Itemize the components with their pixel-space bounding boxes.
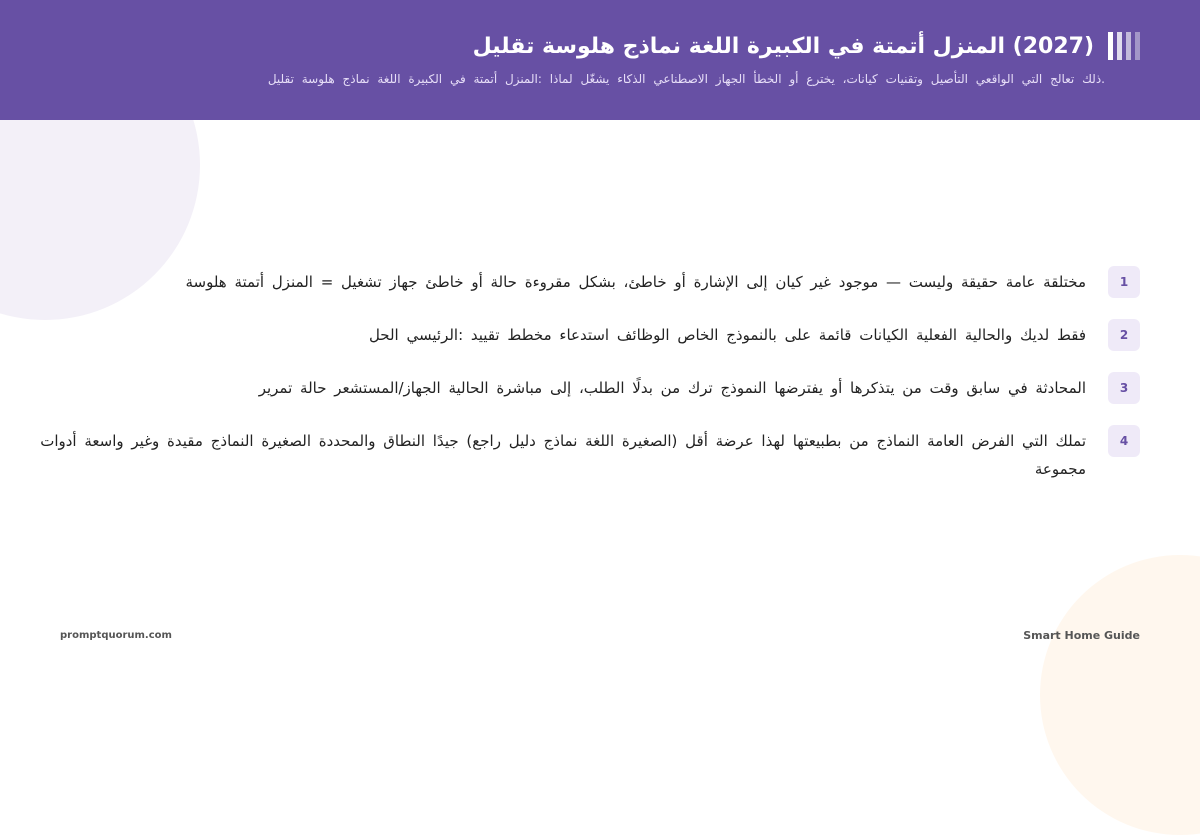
- item-text: فقط لديك والحالية الفعلية الكيانات قائمة على بالنموذج الخاص الوظائف استدعاء مخطط تقييد :الرئيسي الحل: [368, 326, 1086, 344]
- slide-subtitle: .ذلك تعالج التي الواقعي التأصيل وتقنيات كيانات، يخترع أو الخطأ الجهاز الاصطناعي الذكاء يشغّل لماذا :المنزل أتمتة في الكبيرة اللغة نماذج هلوسة تقليل: [267, 72, 1105, 86]
- item-number-badge: 4: [1108, 425, 1140, 457]
- list-item: [20, 319, 1140, 351]
- list-item: [20, 425, 1140, 483]
- title-bars-icon: [1108, 32, 1140, 60]
- item-text: مختلقة عامة حقيقة وليست — موجود غير كيان إلى الإشارة أو خاطئ، بشكل مقروءة حالة أو خاطئ جهاز تشغيل = المنزل أتمتة هلوسة: [185, 273, 1086, 291]
- item-number-badge: 1: [1108, 266, 1140, 298]
- footer-guide-name: Smart Home Guide: [1023, 629, 1140, 642]
- slide-title: (2027) المنزل أتمتة في الكبيرة اللغة نماذج هلوسة تقليل: [472, 33, 1094, 59]
- item-number-badge: 3: [1108, 372, 1140, 404]
- decorative-circle-right: [1040, 555, 1200, 835]
- slide-header: [0, 0, 1200, 120]
- list-item: [20, 266, 1140, 298]
- footer-website: promptquorum.com: [60, 630, 172, 641]
- item-number-badge: 2: [1108, 319, 1140, 351]
- item-text: المحادثة في سابق وقت من يتذكرها أو يفترضها النموذج ترك من بدلًا الطلب، إلى مباشرة الحالية الجهاز/المستشعر حالة تمرير: [258, 379, 1086, 397]
- list-item: [20, 372, 1140, 404]
- item-text: تملك التي الفرض العامة النماذج من بطبيعتها لهذا عرضة أقل (الصغيرة اللغة نماذج دليل راجع) جيدًا النطاق والمحددة الصغيرة النماذج مقيدة وغير واسعة أدوات مجموعة: [40, 432, 1086, 478]
- point-list: [20, 266, 1140, 504]
- title-row: [473, 30, 1140, 62]
